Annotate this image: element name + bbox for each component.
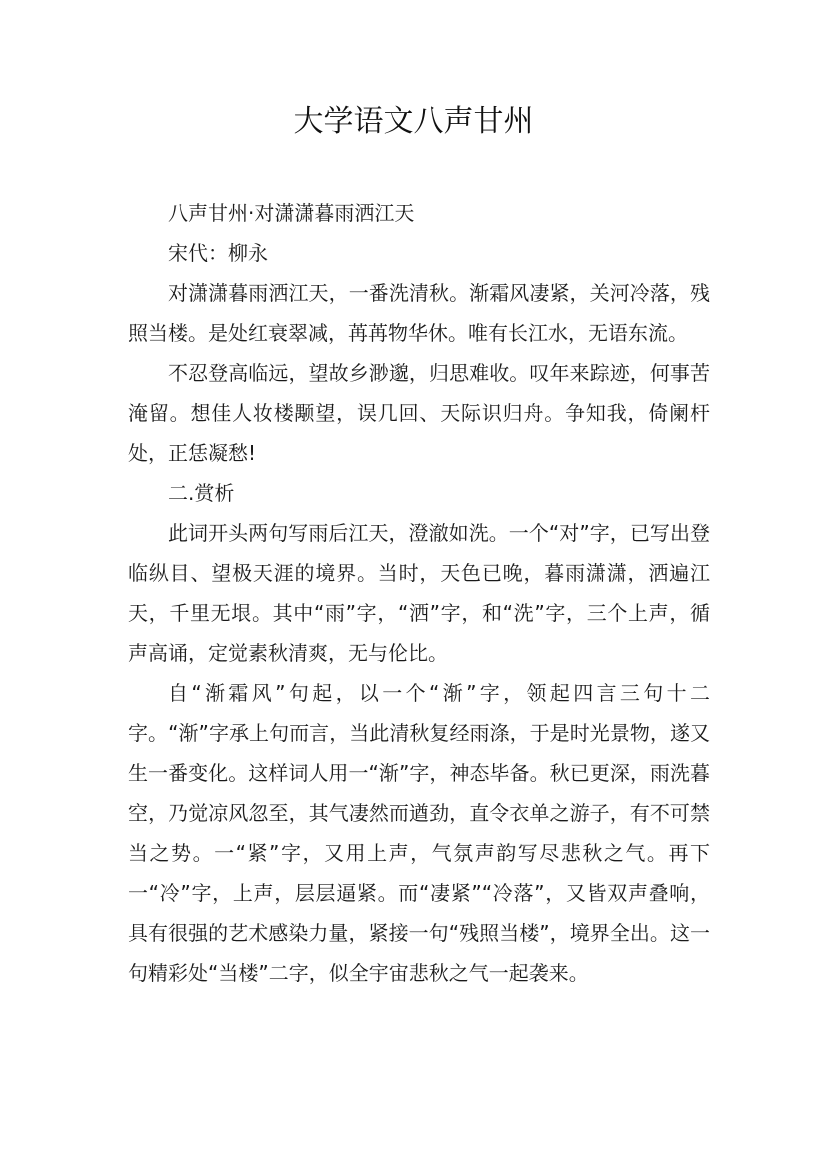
document-body <box>128 193 710 993</box>
analysis-paragraph-1: 此词开头两句写雨后江天，澄澈如洗。一个“对”字，已写出登临纵目、望极天涯的境界。当时，天色已晚，暮雨潇潇，洒遍江天，千里无垠。其中“雨”字，“洒”字，和“洗”字，三个上声，循声高诵，定觉素秋清爽，无与伦比。 <box>128 521 710 665</box>
poem-stanza-2: 不忍登高临远，望故乡渺邈，归思难收。叹年来踪迹，何事苦淹留。想佳人妆楼颙望，误几回、天际识归舟。争知我，倚阑杆处，正恁凝愁! <box>128 361 710 465</box>
poem-author-line: 宋代：柳永 <box>168 241 268 265</box>
analysis-paragraph-2: 自“渐霜风”句起，以一个“渐”字，领起四言三句十二字。“渐”字承上句而言，当此清秋复经雨涤，于是时光景物，遂又生一番变化。这样词人用一“渐”字，神态毕备。秋已更深，雨洗暮空，乃觉凉风忽至，其气凄然而遒劲，直令衣单之游子，有不可禁当之势。一“紧”字，又用上声，气氛声韵写尽悲秋之气。再下一“冷”字，上声，层层逼紧。而“凄紧”“冷落”，又皆双声叠响，具有很强的艺术感染力量，紧接一句“残照当楼”，境界全出。这一句精彩处“当楼”二字，似全宇宙悲秋之气一起袭来。 <box>128 681 710 985</box>
section-heading-analysis: 二.赏析 <box>168 481 235 505</box>
poem-title-line: 八声甘州·对潇潇暮雨洒江天 <box>168 201 415 225</box>
poem-stanza-1: 对潇潇暮雨洒江天，一番洗清秋。渐霜风凄紧，关河冷落，残照当楼。是处红衰翠减，苒苒物华休。唯有长江水，无语东流。 <box>128 281 710 345</box>
document-title: 大学语文八声甘州 <box>293 104 534 139</box>
